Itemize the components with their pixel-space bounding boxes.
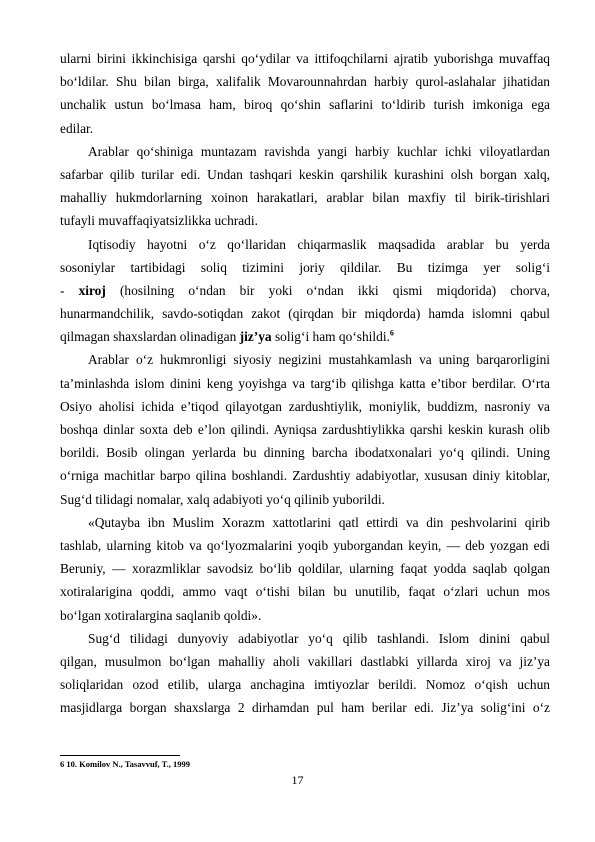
footnote-marker: 6	[389, 328, 394, 338]
text-line: Arablar o‘z hukmronligi siyosiy negizini mustahkamlash va uning barqarorligini	[88, 352, 550, 368]
text-line: safarbar qilib turilar edi. Undan tashqari keskin qarshilik kurashini olsh borgan xalq,	[60, 166, 550, 182]
text-line	[60, 325, 550, 348]
text-line: mahalliy hukmdorlarning xoinon harakatlari, arablar bilan maxfiy til birik-tirishlari	[60, 190, 550, 206]
text-line: ularni birini ikkinchisiga qarshi qo‘ydilar va ittifoqchilarni ajratib yuborishga muvaffaq	[60, 51, 550, 66]
text-line: sosoniylar tartibidagi soliq tizimini joriy qildilar. Bu tizimga yer solig‘i	[60, 259, 550, 275]
text-line: hunarmandchilik, savdo-sotiqdan zakot (qirqdan bir miqdorda) hamda islomni qabul	[60, 306, 550, 322]
bold-term: jiz’ya	[239, 329, 272, 345]
text-run: -	[60, 282, 79, 298]
text-line: soliqlaridan ozod etilib, ularga anchagina imtiyozlar berildi. Nomoz o‘qish uchun	[60, 677, 550, 693]
text-line: «Qutayba ibn Muslim Xorazm xattotlarini qatl ettirdi va din peshvolarini qirib	[88, 514, 550, 530]
footnote: 6 10. Komilov N., Tasavvuf, T., 1999	[60, 759, 191, 769]
text-line: Iqtisodiy hayotni o‘z qo‘llaridan chiqarmaslik maqsadida arablar bu yerda	[88, 236, 550, 252]
page-number: 17	[291, 773, 304, 787]
text-line: Arablar qo‘shiniga muntazam ravishda yangi harbiy kuchlar ichki viloyatlardan	[88, 143, 550, 159]
text-line: borildi. Bosib olingan yerlarda bu dinning barcha ibodatxonalari yo‘q qilindi. Uning	[60, 445, 550, 461]
text-run: qilmagan shaxslardan olinadigan	[60, 329, 240, 345]
text-line: qilgan, musulmon bo‘lgan mahalliy aholi vakillari dastlabki yillarda xiroj va jiz’ya	[60, 653, 550, 669]
text-line: bo‘ldilar. Shu bilan birga, xalifalik Movarounnahrdan harbiy qurol-aslahalar jihatidan	[60, 74, 550, 90]
document-body	[60, 47, 550, 719]
text-line: ta’minlashda islom dinini keng yoyishga va targ‘ib qilishga katta e’tibor berdilar. O‘rta	[60, 375, 550, 391]
text-line: Sug‘d tilidagi dunyoviy adabiyotlar yo‘q qilib tashlandi. Islom dinini qabul	[88, 630, 550, 646]
bold-term: xiroj	[78, 282, 106, 298]
text-run: solig‘i ham qo‘shildi.	[271, 329, 390, 345]
text-line	[60, 279, 550, 302]
text-line: Osiyo aholisi ichida e’tiqod qilayotgan zardushtiylik, moniylik, buddizm, nasroniy va	[60, 398, 550, 414]
text-line: Sug‘d tilidagi nomalar, xalq adabiyoti yo‘q qilinib yuborildi.	[60, 491, 385, 507]
text-line: tashlab, ularning kitob va qo‘lyozmalarini yoqib yuborgandan keyin, — deb yozgan edi	[60, 537, 550, 553]
text-line: xotiralarigina qoddi, ammo vaqt o‘tishi bilan bu unutilib, faqat o‘zlari uchun mos	[60, 584, 550, 600]
text-line: unchalik ustun bo‘lmasa ham, biroq qo‘shin saflarini to‘ldirib turish imkoniga ega	[60, 97, 550, 113]
text-run: (hosilning o‘ndan bir yoki o‘ndan ikki qismi miqdorida) chorva,	[105, 282, 550, 298]
text-line: edilar.	[60, 120, 94, 136]
text-line: boshqa dinlar soxta deb e’lon qilindi. Ayniqsa zardushtiylikka qarshi keskin kurash olib	[60, 422, 550, 437]
text-line: o‘rniga machitlar barpo qilina boshlandi. Zardushtiy adabiyotlar, xususan diniy kitoblar,	[60, 468, 550, 484]
footnote-separator	[60, 755, 180, 756]
text-line: bo‘lgan xotiralargina saqlanib qoldi».	[60, 607, 262, 623]
text-line: tufayli muvaffaqiyatsizlikka uchradi.	[60, 213, 258, 229]
text-line: masjidlarga borgan shaxslarga 2 dirhamdan pul ham berilar edi. Jiz’ya solig‘ini o‘z	[60, 700, 550, 716]
text-line: Beruniy, — xorazmliklar savodsiz bo‘lib qoldilar, ularning faqat yodda saqlab qolgan	[60, 561, 550, 577]
